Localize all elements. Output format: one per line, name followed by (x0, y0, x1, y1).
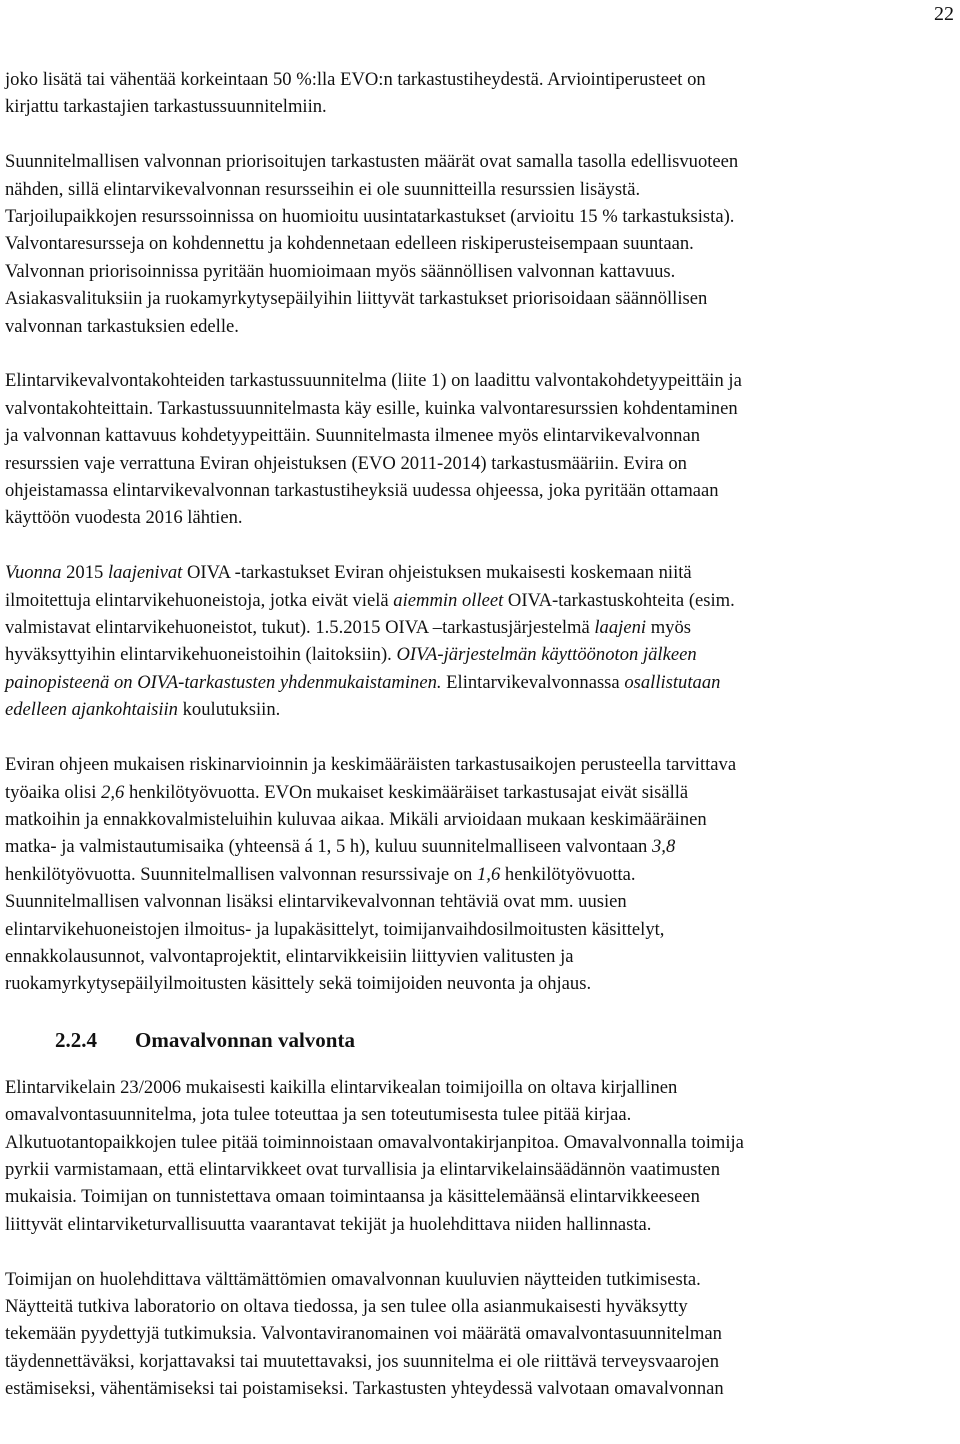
text-line: elintarvikehuoneistojen ilmoitus- ja lupakäsittelyt, toimijanvaihdosilmoitusten käsittelyt, (5, 918, 665, 940)
paragraph-prioritization (5, 148, 955, 340)
text-line: resurssien vaje verrattuna Eviran ohjeistuksen (EVO 2011-2014) tarkastusmääriin. Evira on (5, 452, 687, 474)
text-line: valmistavat elintarvikehuoneistot, tukut). 1.5.2015 OIVA –tarkastusjärjestelmä laajeni myös (5, 617, 691, 639)
text-line: ennakkolausunnot, valvontaprojektit, elintarvikkeisiin liittyvien valitusten ja (5, 945, 574, 967)
paragraph-self-monitoring (5, 1074, 955, 1238)
paragraph-inspection-plan (5, 367, 955, 531)
paragraph-sampling (5, 1266, 955, 1403)
text-line: ohjeistamassa elintarvikevalvonnan tarkastustiheyksiä uudessa ohjeessa, joka pyritään ottamaan (5, 480, 719, 502)
text-line: ilmoitettuja elintarvikehuoneistoja, jotka eivät vielä aiemmin olleet OIVA-tarkastuskohteita (esim. (5, 589, 735, 611)
document-body (5, 66, 955, 1403)
text-line: Asiakasvalituksiin ja ruokamyrkytysepäilyihin liittyvät tarkastukset priorisoidaan säännöllisen (5, 288, 708, 310)
paragraph-oiva (5, 559, 955, 723)
text-line: Tarjoilupaikkojen resurssoinnissa on huomioitu uusintatarkastukset (arvioitu 15 % tarkastuksista). (5, 206, 735, 228)
text-line: täydennettäväksi, korjattavaksi tai muutettavaksi, jos suunnitelma ei ole riittävä terveysvaarojen (5, 1350, 720, 1372)
text-line: Toimijan on huolehdittava välttämättömien omavalvonnan kuuluvien näytteiden tutkimisesta. (5, 1268, 701, 1290)
text-line: Elintarvikelain 23/2006 mukaisesti kaikilla elintarvikealan toimijoilla on oltava kirjallinen (5, 1076, 678, 1098)
text-line: edelleen ajankohtaisiin koulutuksiin. (5, 699, 281, 721)
text-line: työaika olisi 2,6 henkilötyövuotta. EVOn mukaiset keskimääräiset tarkastusajat eivät sisällä (5, 781, 689, 803)
text-line: mukaisia. Toimijan on tunnistettava omaan toimintaansa ja käsittelemäänsä elintarvikkeeseen (5, 1186, 700, 1208)
text-line: valvontakohteittain. Tarkastussuunnitelmasta käy esille, kuinka valvontaresurssien kohdentaminen (5, 397, 738, 419)
text-line: estämiseksi, vähentämiseksi tai poistamiseksi. Tarkastusten yhteydessä valvotaan omavalvonnan (5, 1378, 724, 1400)
text-line: omavalvontasuunnitelma, jota tulee toteuttaa ja sen toteutumisesta tulee pitää kirjaa. (5, 1104, 632, 1126)
text-line: Valvontaresursseja on kohdennettu ja kohdennetaan edelleen riskiperusteisempaan suuntaan. (5, 233, 694, 255)
text-line: Suunnitelmallisen valvonnan priorisoitujen tarkastusten määrät ovat samalla tasolla edellisvuoteen (5, 151, 739, 173)
page-number: 22 (934, 3, 954, 25)
text-line: ruokamyrkytysepäilyilmoitusten käsittely sekä toimijoiden neuvonta ja ohjaus. (5, 973, 592, 995)
text-line: käyttöön vuodesta 2016 lähtien. (5, 507, 243, 529)
text-line: kirjattu tarkastajien tarkastussuunnitelmiin. (5, 96, 327, 118)
text-line: hyväksyttyihin elintarvikehuoneistoihin (laitoksiin). OIVA-järjestelmän käyttöönoton jälkeen (5, 644, 697, 666)
text-line: pyrkii varmistamaan, että elintarvikkeet ovat turvallisia ja elintarvikelainsäädännön vaatimusten (5, 1158, 721, 1180)
text-line: Alkutuotantopaikkojen tulee pitää toiminnoistaan omavalvontakirjanpitoa. Omavalvonnalla toimija (5, 1131, 744, 1153)
text-line: matka- ja valmistautumisaika (yhteensä á 1, 5 h), kuluu suunnitelmalliseen valvontaan 3,8 (5, 836, 676, 858)
text-line: joko lisätä tai vähentää korkeintaan 50 %:lla EVO:n tarkastustiheydestä. Arviointiperusteet on (5, 69, 706, 90)
text-line: Valvonnan priorisoinnissa pyritään huomioimaan myös säännöllisen valvonnan kattavuus. (5, 260, 676, 282)
text-line: nähden, sillä elintarvikevalvonnan resursseihin ei ole suunnitteilla resurssien lisäystä. (5, 178, 641, 200)
text-line: ja valvonnan kattavuus kohdetyypeittäin. Suunnitelmasta ilmenee myös elintarvikevalvonnan (5, 425, 701, 447)
text-line: liittyvät elintarviketurvallisuutta vaarantavat tekijät ja huolehdittava niiden hallinnasta. (5, 1213, 652, 1235)
text-line: Suunnitelmallisen valvonnan lisäksi elintarvikevalvonnan tehtäviä ovat mm. uusien (5, 891, 627, 913)
text-line: Vuonna 2015 laajenivat OIVA -tarkastukset Eviran ohjeistuksen mukaisesti koskemaan niitä (5, 562, 692, 584)
paragraph-evo-frequency (5, 66, 955, 121)
text-line: Elintarvikevalvontakohteiden tarkastussuunnitelma (liite 1) on laadittu valvontakohdetyypeittäin ja (5, 370, 742, 392)
text-line: matkoihin ja ennakkovalmisteluihin kuluvaa aikaa. Mikäli arvioidaan mukaan keskimääräinen (5, 808, 707, 830)
text-line: painopisteenä on OIVA-tarkastusten yhdenmukaistaminen. Elintarvikevalvonnassa osallistutaan (5, 671, 721, 693)
section-number: 2.2.4 (55, 1027, 97, 1052)
paragraph-resources (5, 751, 955, 998)
section-heading (5, 1026, 955, 1054)
text-line: henkilötyövuotta. Suunnitelmallisen valvonnan resurssivaje on 1,6 henkilötyövuotta. (5, 863, 636, 885)
text-line: Eviran ohjeen mukaisen riskinarvioinnin ja keskimääräisten tarkastusaikojen perusteella tarvittava (5, 754, 737, 776)
text-line: valvonnan tarkastuksien edelle. (5, 315, 239, 337)
section-title: Omavalvonnan valvonta (135, 1027, 355, 1052)
text-line: Näytteitä tutkiva laboratorio on oltava tiedossa, ja sen tulee olla asianmukaisesti hyväksytty (5, 1295, 688, 1317)
text-line: tekemään pyydettyjä tutkimuksia. Valvontaviranomainen voi määrätä omavalvontasuunnitelman (5, 1323, 722, 1345)
